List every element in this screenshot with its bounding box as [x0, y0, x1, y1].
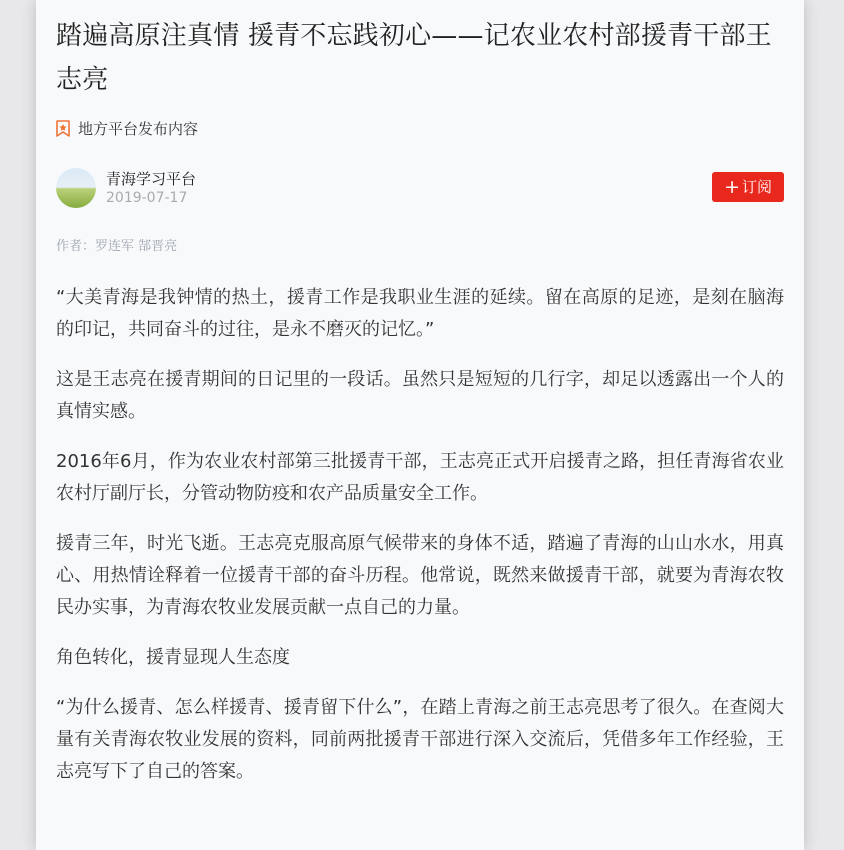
subscribe-label: 订阅 [741, 178, 772, 196]
source-row [56, 118, 784, 138]
paragraph: 这是王志亮在援青期间的日记里的一段话。虽然只是短短的几行字，却足以透露出一个人的真情实感。 [56, 369, 784, 422]
article-title: 踏遍高原注真情 援青不忘践初心——记农业农村部援青干部王志亮 [56, 21, 772, 95]
source-label: 地方平台发布内容 [78, 119, 199, 138]
byline: 作者：罗连军 郜晋亮 [56, 239, 178, 254]
bookmark-star-icon [56, 120, 70, 137]
plus-icon: + [724, 176, 740, 198]
author-row [56, 166, 784, 210]
paragraph: 2016年6月，作为农业农村部第三批援青干部，王志亮正式开启援青之路，担任青海省农业农村厅副厅长，分管动物防疫和农产品质量安全工作。 [56, 451, 784, 504]
paragraph: “大美青海是我钟情的热土，援青工作是我职业生涯的延续。留在高原的足迹，是刻在脑海的印记，共同奋斗的过往，是永不磨灭的记忆。” [56, 287, 784, 340]
paragraph: “为什么援青、怎么样援青、援青留下什么”，在踏上青海之前王志亮思考了很久。在查阅大量有关青海农牧业发展的资料，同前两批援青干部进行深入交流后，凭借多年工作经验，王志亮写下了自己的答案。 [56, 697, 784, 782]
avatar[interactable] [56, 168, 96, 208]
author-name[interactable]: 青海学习平台 [106, 170, 197, 188]
article-body [56, 282, 784, 788]
paragraph: 援青三年，时光飞逝。王志亮克服高原气候带来的身体不适，踏遍了青海的山山水水，用真心、用热情诠释着一位援青干部的奋斗历程。他常说，既然来做援青干部，就要为青海农牧民办实事，为青海农牧业发展贡献一点自己的力量。 [56, 533, 784, 618]
author-info [106, 169, 196, 207]
publish-date: 2019-07-17 [106, 190, 188, 206]
section-heading: 角色转化，援青显现人生态度 [56, 647, 290, 668]
subscribe-button[interactable] [712, 172, 784, 202]
article-page [36, 0, 804, 850]
article-content [36, 0, 804, 788]
